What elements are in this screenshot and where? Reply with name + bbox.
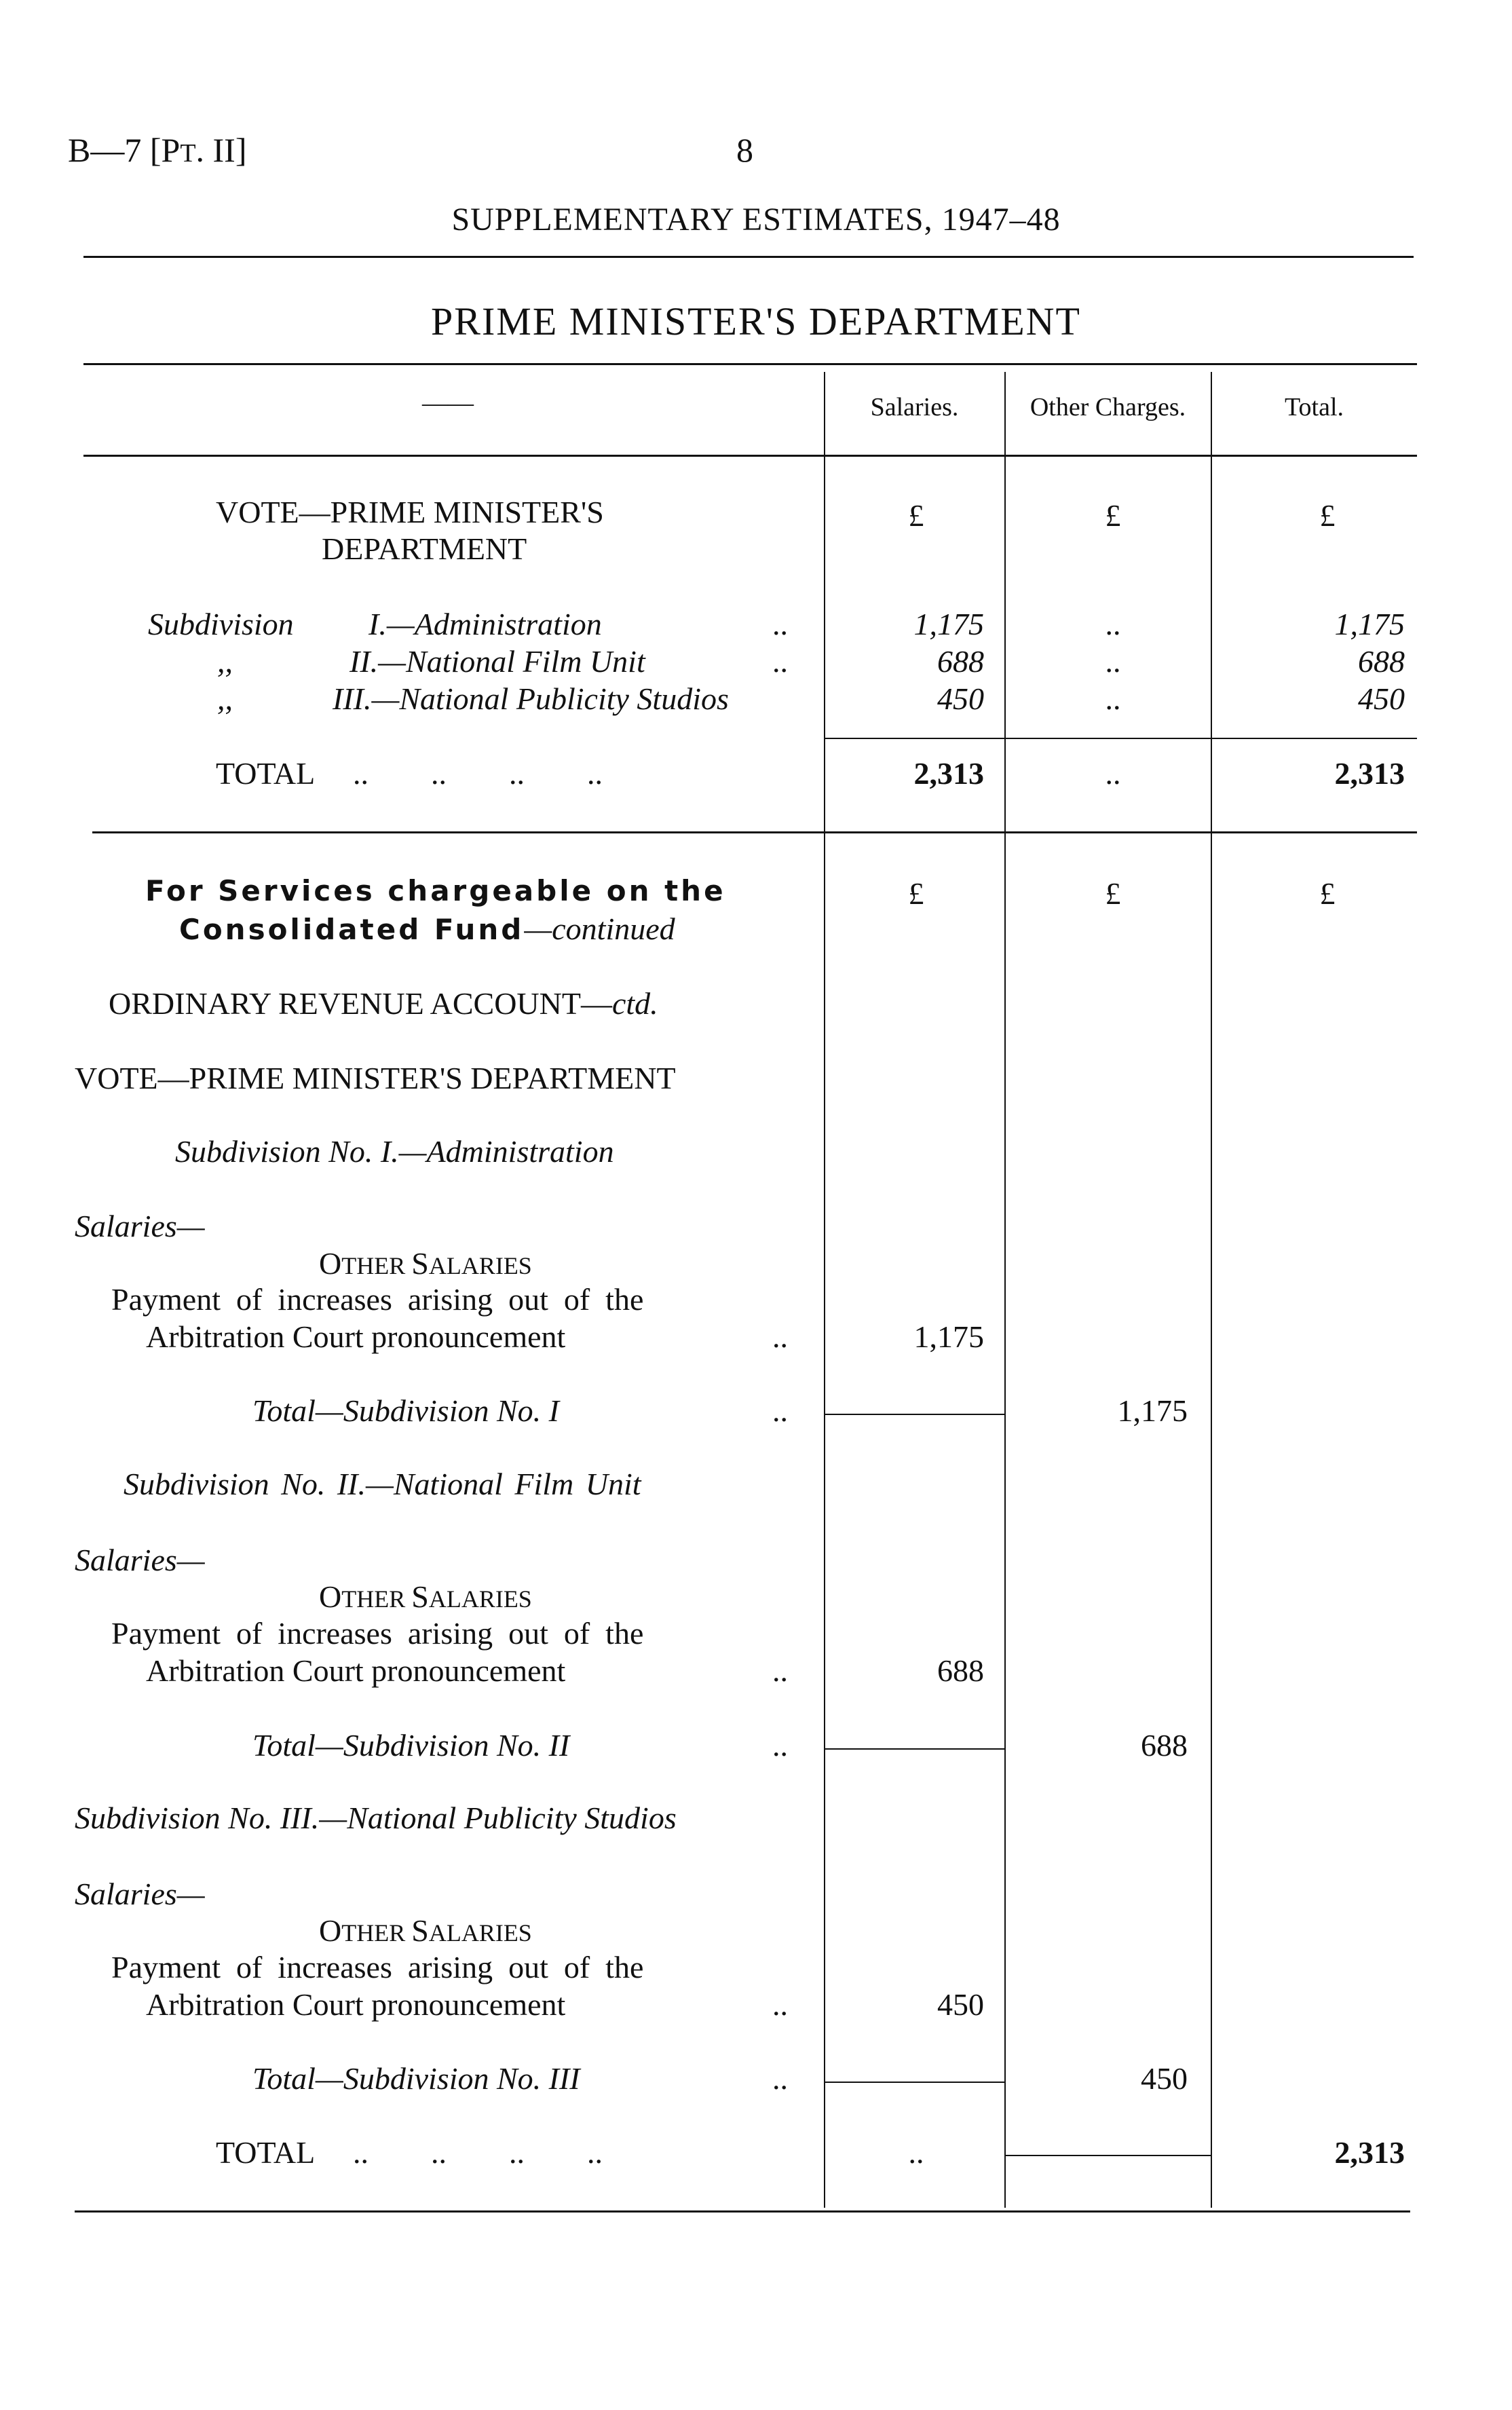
summary-row-name: III.—National Publicity Studios [333, 681, 729, 716]
grand-total-label: TOTAL [216, 2135, 316, 2170]
summary-row-name: I.—Administration [368, 607, 602, 641]
col-rule-total [1211, 372, 1212, 2208]
detail-currency-total: £ [1319, 876, 1336, 911]
summary-currency-other: £ [1105, 498, 1121, 533]
summary-vote-line2: DEPARTMENT [322, 531, 527, 566]
subdivision-total-label: Total—Subdivision No. II [252, 1728, 570, 1763]
subdivision-title: Subdivision No. I.—Administration [175, 1134, 614, 1169]
summary-row-prefix: ,, [217, 644, 233, 679]
running-title: SUPPLEMENTARY ESTIMATES, 1947–48 [451, 202, 1061, 238]
grand-total-total: 2,313 [1334, 2135, 1405, 2170]
subdivision-total-amount: 450 [1141, 2061, 1188, 2096]
summary-total-total: 2,313 [1334, 756, 1405, 791]
summary-row-total: 450 [1358, 681, 1405, 716]
col-header-desc: —— [422, 389, 474, 417]
summary-row-other: .. [1105, 607, 1121, 641]
salaries-label: Salaries— [75, 1543, 205, 1577]
summary-row-prefix: ,, [217, 681, 233, 716]
col-header-salaries: Salaries. [870, 393, 959, 421]
summary-total-label: TOTAL [216, 756, 316, 791]
detail-heading-line1: For Services chargeable on the [145, 874, 726, 907]
summary-currency-total: £ [1319, 498, 1336, 533]
summary-row-name: II.—National Film Unit [349, 644, 645, 679]
subdivision-title: Subdivision No. II.—National Film Unit [124, 1467, 641, 1501]
payment-line1: Payment of increases arising out of the [111, 1282, 644, 1317]
other-salaries-heading: OTHER SALARIES [319, 1246, 532, 1281]
subdivision-total-dots: .. [772, 2061, 788, 2096]
summary-vote-line1: VOTE—PRIME MINISTER'S [216, 495, 604, 529]
summary-total-salaries: 2,313 [913, 756, 984, 791]
summary-row-other: .. [1105, 644, 1121, 679]
summary-row-prefix: Subdivision [148, 607, 294, 641]
page-number: 8 [736, 131, 753, 169]
grand-total-other-rule [1005, 2155, 1211, 2156]
payment-line1: Payment of increases arising out of the [111, 1616, 644, 1651]
summary-row-total: 1,175 [1334, 607, 1405, 641]
summary-row-dots: .. [772, 607, 788, 641]
header-rule [83, 256, 1414, 258]
subdivision-total-dots: .. [772, 1393, 788, 1428]
other-salaries-heading: OTHER SALARIES [319, 1913, 532, 1948]
summary-total-other: .. [1105, 756, 1121, 791]
summary-total-dots: .. .. .. .. [353, 756, 603, 791]
detail-vote: VOTE—PRIME MINISTER'S DEPARTMENT [75, 1061, 676, 1095]
table-bottom-rule [75, 2210, 1410, 2213]
detail-currency-salaries: £ [908, 876, 924, 911]
grand-total-salaries: .. [908, 2135, 924, 2170]
detail-account: ORDINARY REVENUE ACCOUNT—ctd. [109, 986, 658, 1021]
subdivision-title: Subdivision No. III.—National Publicity Studios [75, 1801, 677, 1835]
payment-line1: Payment of increases arising out of the [111, 1950, 644, 1984]
subdivision-total-label: Total—Subdivision No. I [252, 1393, 559, 1428]
payment-line2: Arbitration Court pronouncement [146, 1319, 566, 1354]
summary-row-salaries: 1,175 [913, 607, 984, 641]
grand-total-dots: .. .. .. .. [353, 2135, 603, 2170]
other-salaries-heading: OTHER SALARIES [319, 1579, 532, 1614]
col-header-other: Other Charges. [1029, 393, 1186, 421]
page-reference: B—7 [PT. II] [68, 131, 247, 169]
subdivision-total-rule [825, 2082, 1004, 2083]
table-top-rule [83, 363, 1417, 365]
subdivision-total-rule [825, 1414, 1004, 1415]
salaries-label: Salaries— [75, 1209, 205, 1243]
summary-row-salaries: 450 [937, 681, 984, 716]
col-rule-salaries [824, 372, 825, 2208]
col-header-rule [83, 455, 1417, 457]
subdivision-amount: 450 [937, 1987, 984, 2022]
payment-line2: Arbitration Court pronouncement [146, 1987, 566, 2022]
payment-dots: .. [772, 1987, 788, 2022]
subdivision-total-amount: 1,175 [1117, 1393, 1188, 1428]
summary-end-rule [92, 831, 1417, 833]
subdivision-amount: 1,175 [913, 1319, 984, 1354]
summary-row-dots: .. [772, 644, 788, 679]
summary-row-salaries: 688 [937, 644, 984, 679]
summary-row-other: .. [1105, 681, 1121, 716]
payment-line2: Arbitration Court pronouncement [146, 1653, 566, 1688]
subdivision-total-rule [825, 1748, 1004, 1750]
payment-dots: .. [772, 1319, 788, 1354]
summary-row-total: 688 [1358, 644, 1405, 679]
col-rule-other [1004, 372, 1006, 2208]
detail-heading-line2: Consolidated Fund—continued [179, 911, 675, 946]
subdivision-total-label: Total—Subdivision No. III [252, 2061, 580, 2096]
summary-subtotal-rule [825, 738, 1417, 739]
subdivision-total-amount: 688 [1141, 1728, 1188, 1763]
subdivision-total-dots: .. [772, 1728, 788, 1763]
detail-currency-other: £ [1105, 876, 1121, 911]
subdivision-amount: 688 [937, 1653, 984, 1688]
summary-currency-salaries: £ [908, 498, 924, 533]
salaries-label: Salaries— [75, 1877, 205, 1911]
department-title: PRIME MINISTER'S DEPARTMENT [431, 299, 1081, 343]
col-header-total: Total. [1284, 393, 1344, 421]
payment-dots: .. [772, 1653, 788, 1688]
